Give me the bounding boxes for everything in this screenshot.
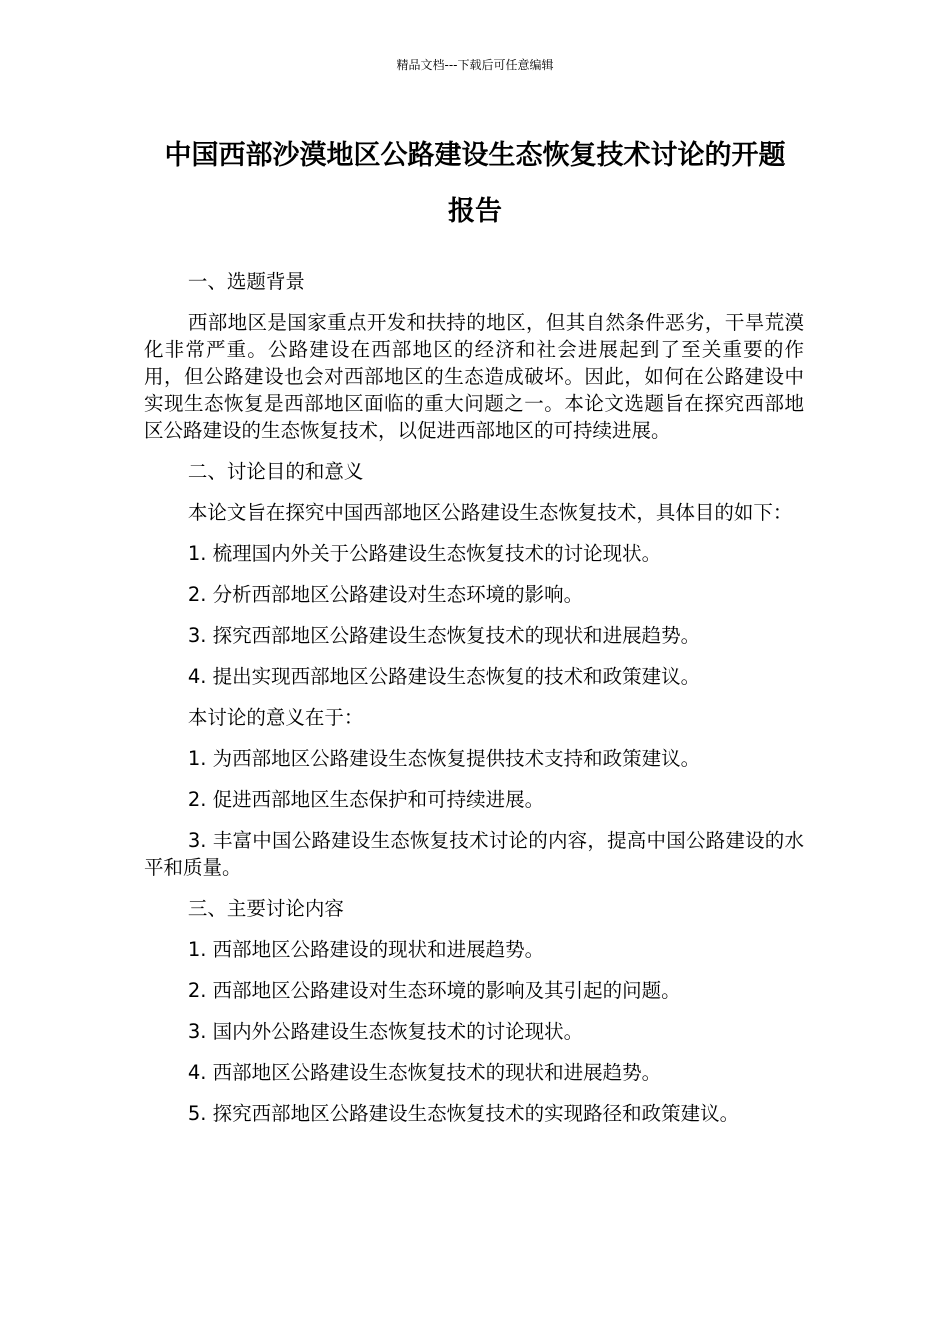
title-line-2: 报告	[448, 196, 502, 227]
paragraph-background: 西部地区是国家重点开发和扶持的地区，但其自然条件恶劣，干旱荒漠化非常严重。公路建设在西部地区的经济和社会进展起到了至关重要的作用，但公路建设也会对西部地区的生态造成破坏。因此，如何在公路建设中实现生态恢复是西部地区面临的重大问题之一。本论文选题旨在探究西部地区公路建设的生态恢复技术，以促进西部地区的可持续进展。	[144, 311, 804, 442]
list-item: 3. 探究西部地区公路建设生态恢复技术的现状和进展趋势。	[187, 624, 701, 647]
paragraph-significance-intro: 本讨论的意义在于：	[187, 706, 364, 729]
section-heading-content: 三、主要讨论内容	[187, 897, 344, 920]
page-header: 精品文档---下载后可任意编辑	[396, 58, 554, 72]
list-item: 2. 分析西部地区公路建设对生态环境的影响。	[187, 583, 584, 606]
list-item: 1. 为西部地区公路建设生态恢复提供技术支持和政策建议。	[187, 747, 701, 770]
list-item: 5. 探究西部地区公路建设生态恢复技术的实现路径和政策建议。	[187, 1102, 740, 1125]
section-heading-background: 一、选题背景	[187, 270, 305, 293]
list-item: 2. 西部地区公路建设对生态环境的影响及其引起的问题。	[187, 979, 681, 1002]
list-item: 4. 西部地区公路建设生态恢复技术的现状和进展趋势。	[187, 1061, 662, 1084]
list-item: 3. 丰富中国公路建设生态恢复技术讨论的内容，提高中国公路建设的水平和质量。	[144, 829, 804, 879]
list-item: 1. 梳理国内外关于公路建设生态恢复技术的讨论现状。	[187, 542, 662, 565]
paragraph-purpose-intro: 本论文旨在探究中国西部地区公路建设生态恢复技术，具体目的如下：	[187, 501, 793, 524]
list-item: 1. 西部地区公路建设的现状和进展趋势。	[187, 938, 545, 961]
list-item: 2. 促进西部地区生态保护和可持续进展。	[187, 788, 545, 811]
section-heading-purpose: 二、讨论目的和意义	[187, 460, 364, 483]
title-line-1: 中国西部沙漠地区公路建设生态恢复技术讨论的开题	[164, 140, 786, 171]
document-body	[144, 268, 804, 1141]
list-item: 4. 提出实现西部地区公路建设生态恢复的技术和政策建议。	[187, 665, 701, 688]
list-item: 3. 国内外公路建设生态恢复技术的讨论现状。	[187, 1020, 584, 1043]
document-title	[140, 128, 810, 240]
